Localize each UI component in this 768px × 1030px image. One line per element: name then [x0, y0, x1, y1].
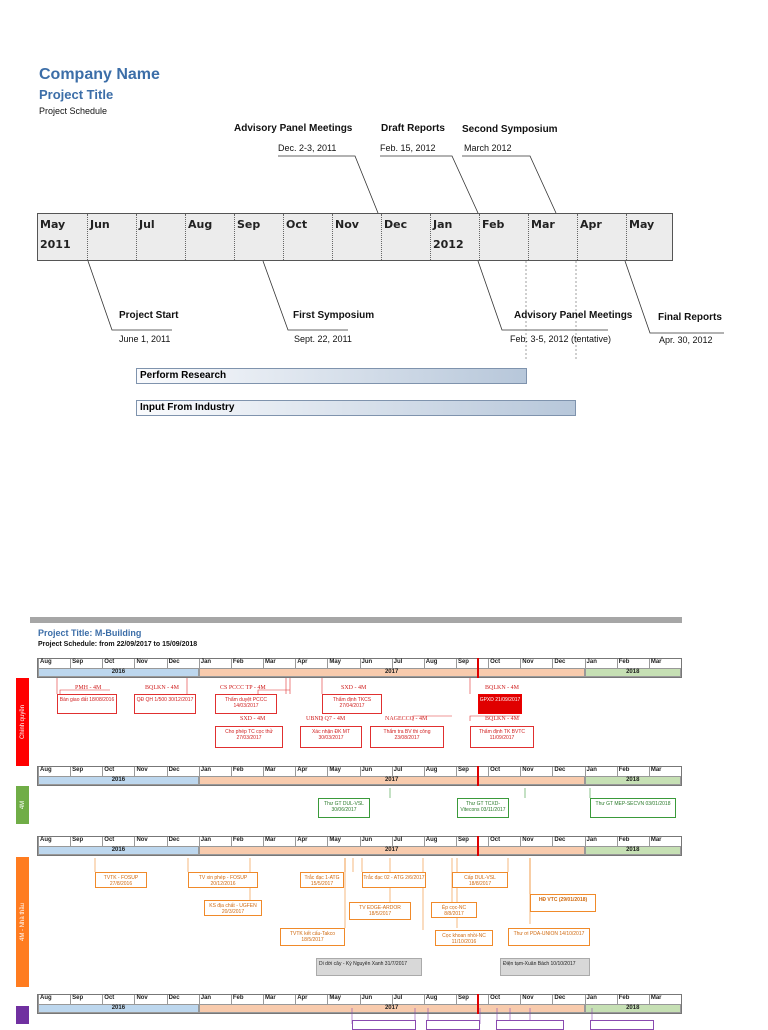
side-label-owner: 4M	[16, 786, 29, 824]
month-cell: Jun	[360, 837, 392, 846]
month-cell: Feb	[617, 837, 649, 846]
milestone-start-date: June 1, 2011	[119, 334, 171, 344]
month-cell: Nov	[134, 995, 166, 1004]
month-cell: Feb	[231, 995, 263, 1004]
contractor-box: HĐ VTC (29/01/2018)	[530, 894, 596, 912]
contractor-box-grey: Di dời cây - Kỳ Nguyên Xanh 31/7/2017	[316, 958, 422, 976]
year-cell: 2016	[38, 846, 199, 855]
month-sep: Sep	[234, 214, 283, 260]
month-cell: Mar	[263, 659, 295, 668]
milestone-draft-title: Draft Reports	[381, 123, 445, 134]
company-name: Company Name	[39, 66, 160, 83]
milestone-advisory-2-date: Feb. 3-5, 2012 (tentative)	[510, 334, 612, 344]
gov-box: Thẩm định TK BVTC 11/09/2017	[470, 726, 534, 748]
contractor-box: Trắc đạc 1-ATG 15/5/2017	[300, 872, 344, 888]
milestone-advisory-1-date: Dec. 2-3, 2011	[278, 143, 337, 153]
gov-header: BQLKN - 4M	[485, 716, 519, 722]
month-cell: Dec	[552, 837, 584, 846]
month-cell: Jan	[199, 837, 231, 846]
milestone-symposium1-date: Sept. 22, 2011	[294, 334, 352, 344]
month-cell: Jun	[360, 659, 392, 668]
contractor-box: TVTK kết cấu-Takco 18/5/2017	[280, 928, 345, 946]
month-cell: Sep	[456, 659, 488, 668]
month-cell: Oct	[102, 837, 134, 846]
month-cell: Jul	[392, 767, 424, 776]
month-cell: Jan	[199, 995, 231, 1004]
gov-header: NAGECCO - 4M	[385, 716, 428, 722]
section-divider	[30, 617, 682, 623]
extra-box	[590, 1020, 654, 1030]
gov-header: BQLKN - 4M	[145, 685, 179, 691]
month-cell: Sep	[70, 837, 102, 846]
month-cell: Sep	[456, 837, 488, 846]
task-bar-input-industry	[136, 400, 576, 416]
month-cell: Jan	[199, 767, 231, 776]
milestone-advisory-1-title: Advisory Panel Meetings	[234, 123, 353, 134]
gov-box: Bàn giao đất 18/08/2016	[57, 694, 117, 714]
contractor-box: TV xin phép - FOSUP 20/12/2016	[188, 872, 258, 888]
month-dec: Dec	[381, 214, 430, 260]
month-cell: May	[327, 767, 359, 776]
year-cell: 2018	[585, 1004, 681, 1013]
gov-box: Xác nhận ĐK MT 30/03/2017	[300, 726, 362, 748]
m-building-title: Project Title: M-Building	[38, 628, 142, 638]
year-cell: 2017	[199, 846, 585, 855]
contractor-box: KS địa chất - UGFEN 20/3/2017	[204, 900, 262, 916]
month-cell: Nov	[520, 837, 552, 846]
contractor-box: Cọc khoan nhồi-NC 11/10/2016	[435, 930, 493, 946]
month-cell: May	[327, 837, 359, 846]
year-cell: 2016	[38, 1004, 199, 1013]
month-cell: Jul	[392, 837, 424, 846]
month-cell: Feb	[617, 995, 649, 1004]
month-cell: Dec	[552, 659, 584, 668]
year-cell: 2017	[199, 1004, 585, 1013]
gov-box-highlight: GPXD 21/09/2017	[478, 694, 522, 714]
month-cell: Jun	[360, 995, 392, 1004]
gov-header: SXD - 4M	[240, 716, 266, 722]
contractor-box: TVTK - FOSUP 27/8/2016	[95, 872, 147, 888]
month-band-1	[37, 658, 682, 678]
month-cell: May	[327, 659, 359, 668]
side-label-contractor: 4M - Nhà thầu	[16, 857, 29, 987]
month-cell: Oct	[488, 837, 520, 846]
year-cell: 2017	[199, 776, 585, 785]
month-cell: Aug	[424, 837, 456, 846]
month-cell: Mar	[649, 659, 681, 668]
task-bar-perform-research	[136, 368, 527, 384]
month-cell: Nov	[520, 659, 552, 668]
month-cell: Dec	[167, 767, 199, 776]
month-cell: Oct	[102, 767, 134, 776]
milestone-draft-date: Feb. 15, 2012	[380, 143, 436, 153]
month-cell: Jan	[199, 659, 231, 668]
milestone-symposium1-title: First Symposium	[293, 310, 375, 321]
side-label-government: Chính quyền	[16, 678, 29, 766]
year-cell: 2017	[199, 668, 585, 677]
month-cell: Jul	[392, 995, 424, 1004]
month-cell: Apr	[295, 659, 327, 668]
month-cell: Aug	[38, 659, 70, 668]
month-cell: Jan	[585, 837, 617, 846]
current-date-line	[477, 658, 479, 678]
gov-header: BQLKN - 4M	[485, 685, 519, 691]
year-cell: 2018	[585, 668, 681, 677]
extra-box	[426, 1020, 480, 1030]
month-cell: Oct	[488, 767, 520, 776]
month-oct: Oct	[283, 214, 332, 260]
month-cell: Sep	[70, 659, 102, 668]
contractor-box-grey: Điện tạm-Xuân Bách 10/10/2017	[500, 958, 590, 976]
owner-box: Thư GT DUL-VSL 30/06/2017	[318, 798, 370, 818]
month-cell: Mar	[263, 767, 295, 776]
contractor-box: Ép cọc-NC 8/8/2017	[431, 902, 477, 918]
month-cell: Nov	[134, 767, 166, 776]
month-cell: Mar	[649, 995, 681, 1004]
m-building-subtitle: Project Schedule: from 22/09/2017 to 15/09/2018	[38, 641, 198, 648]
gov-box: Thẩm tra BV thi công 23/08/2017	[370, 726, 444, 748]
month-feb: Feb	[479, 214, 528, 260]
task-label: Input From Industry	[140, 402, 235, 413]
month-cell: Mar	[649, 837, 681, 846]
month-may-2012: May	[626, 214, 672, 260]
gov-box: QĐ QH 1/500 30/12/2017	[134, 694, 196, 714]
gov-box: Thẩm duyệt PCCC 14/03/2017	[215, 694, 277, 714]
contractor-box: Trắc đạc 02 - ATG 2/6/2017	[362, 872, 426, 888]
month-cell: Mar	[263, 837, 295, 846]
gov-box: Cho phép TC cọc thử 27/03/2017	[215, 726, 283, 748]
month-may-2011: May 2011	[40, 218, 71, 251]
contractor-box: Cấp DUL-VSL 18/8/2017	[452, 872, 508, 888]
month-cell: Aug	[38, 995, 70, 1004]
month-cell: Oct	[488, 659, 520, 668]
month-aug: Aug	[185, 214, 234, 260]
task-label: Perform Research	[140, 370, 227, 381]
month-cell: Dec	[167, 659, 199, 668]
month-cell: Apr	[295, 995, 327, 1004]
gov-header: CS PCCC TP - 4M	[220, 685, 266, 691]
contractor-box: TV EDGE-ARDOR 18/5/2017	[349, 902, 411, 920]
month-cell: Aug	[424, 659, 456, 668]
milestone-advisory-2-title: Advisory Panel Meetings	[514, 310, 633, 321]
month-cell: Dec	[167, 837, 199, 846]
month-jul: Jul	[136, 214, 185, 260]
month-apr: Apr	[577, 214, 626, 260]
month-cell: Mar	[649, 767, 681, 776]
milestone-start-title: Project Start	[119, 310, 179, 321]
month-cell: Jan	[585, 659, 617, 668]
month-cell: Nov	[134, 659, 166, 668]
timeline-bar	[37, 213, 673, 261]
month-cell: Feb	[231, 837, 263, 846]
month-cell: Nov	[520, 767, 552, 776]
month-mar: Mar	[528, 214, 577, 260]
month-cell: Aug	[38, 767, 70, 776]
month-cell: Dec	[552, 995, 584, 1004]
owner-box: Thư GT MEP-SECVN 03/01/2018	[590, 798, 676, 818]
month-cell: Mar	[263, 995, 295, 1004]
month-cell: Feb	[617, 659, 649, 668]
month-cell: Sep	[456, 995, 488, 1004]
month-cell: Sep	[456, 767, 488, 776]
gov-header: UBND Q7 - 4M	[306, 716, 346, 722]
milestone-connectors	[0, 0, 768, 360]
month-cell: Dec	[167, 995, 199, 1004]
gov-header: PMH - 4M	[75, 685, 102, 691]
project-subtitle: Project Schedule	[39, 106, 108, 116]
month-jan-2012: Jan 2012	[430, 214, 479, 260]
owner-box: Thư GT TCXD-Vitecons 03/11/2017	[457, 798, 509, 818]
month-cell: Feb	[617, 767, 649, 776]
year-cell: 2016	[38, 668, 199, 677]
month-cell: Jan	[585, 767, 617, 776]
month-nov: Nov	[332, 214, 381, 260]
month-cell: Aug	[38, 837, 70, 846]
month-cell: May	[327, 995, 359, 1004]
year-cell: 2016	[38, 776, 199, 785]
month-cell: Jan	[585, 995, 617, 1004]
month-cell: Aug	[424, 767, 456, 776]
month-cell: Oct	[102, 659, 134, 668]
extra-box	[352, 1020, 416, 1030]
month-cell: Feb	[231, 767, 263, 776]
milestone-symposium2-title: Second Symposium	[462, 124, 558, 135]
year-cell: 2018	[585, 846, 681, 855]
milestone-final-date: Apr. 30, 2012	[659, 335, 713, 345]
gov-box: Thẩm định TKCS 27/04/2017	[322, 694, 382, 714]
month-cell: Apr	[295, 837, 327, 846]
milestone-symposium2-date: March 2012	[464, 143, 512, 153]
contractor-box: Thư ơi PDA-UNION 14/10/2017	[508, 928, 590, 946]
month-cell: Jun	[360, 767, 392, 776]
month-cell: Nov	[134, 837, 166, 846]
month-cell: Nov	[520, 995, 552, 1004]
month-cell: Sep	[70, 995, 102, 1004]
project-title: Project Title	[39, 87, 114, 102]
year-cell: 2018	[585, 776, 681, 785]
month-cell: Aug	[424, 995, 456, 1004]
extra-box	[496, 1020, 564, 1030]
month-cell: Sep	[70, 767, 102, 776]
milestone-final-title: Final Reports	[658, 312, 722, 323]
month-cell: Oct	[102, 995, 134, 1004]
month-cell: Apr	[295, 767, 327, 776]
month-cell: Oct	[488, 995, 520, 1004]
month-jun: Jun	[87, 214, 136, 260]
month-cell: Feb	[231, 659, 263, 668]
gov-header: SXD - 4M	[341, 685, 367, 691]
month-cell: Dec	[552, 767, 584, 776]
month-cell: Jul	[392, 659, 424, 668]
